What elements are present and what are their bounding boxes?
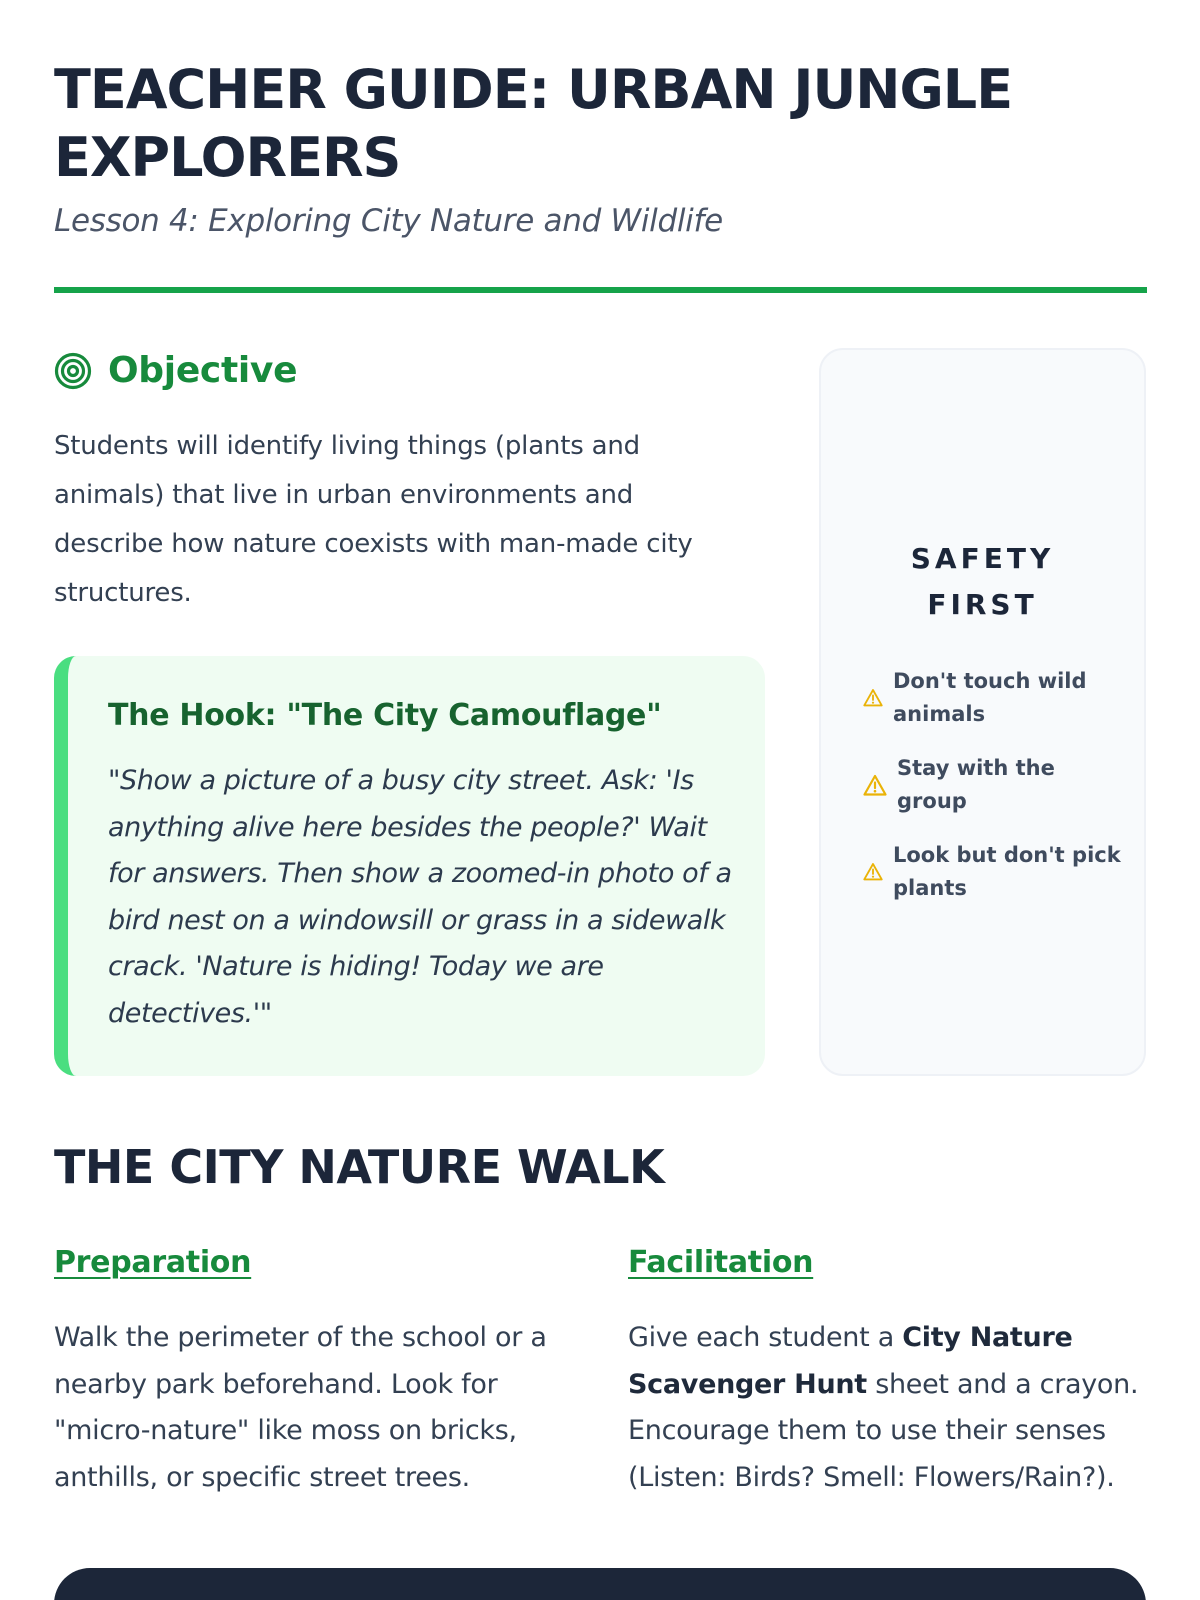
warning-icon [863,862,883,881]
hook-callout [54,656,765,1076]
facilitation-text-bold: City Nature Scavenger Hunt [628,1322,1073,1400]
safety-item-text: Stay with the group [897,755,1055,813]
target-icon [54,352,92,390]
preparation-section [54,1245,574,1493]
safety-item [863,654,1123,741]
facilitation-heading: Facilitation [628,1245,814,1280]
footer-banner [54,1568,1146,1600]
safety-item [863,741,1123,828]
safety-list [863,654,1123,915]
safety-heading-line-2: FIRST [927,588,1038,621]
preparation-heading: Preparation [54,1245,252,1280]
safety-heading [821,536,1144,628]
warning-icon [863,688,883,707]
title-divider [54,287,1147,293]
preparation-text: Walk the perimeter of the school or a nearby park beforehand. Look for "micro-nature" like moss on bricks, anthills, or specific street trees. [54,1322,547,1493]
page-title: TEACHER GUIDE: URBAN JUNGLE EXPLORERS [54,58,1013,189]
page-subtitle: Lesson 4: Exploring City Nature and Wildlife [54,203,723,239]
hook-text: "Show a picture of a busy city street. Ask: 'Is anything alive here besides the people?' Wait for answers. Then show a zoomed-in photo of a bird nest on a windowsill or grass in a sidewalk crack. 'Nature is hiding! Today we are detectives.'" [108,765,732,1029]
facilitation-text-after: sheet and a crayon. Encourage them to use their senses (Listen: Birds? Smell: Flowers/Rain?). [628,1368,1139,1493]
safety-item [863,828,1123,915]
warning-icon [863,774,887,796]
section-title: THE CITY NATURE WALK [54,1140,665,1194]
objective-text: Students will identify living things (plants and animals) that live in urban environments and describe how nature coexists with man-made city structures. [54,431,693,608]
facilitation-section [628,1245,1148,1493]
facilitation-text-before: Give each student a [628,1322,903,1353]
safety-item-text: Don't touch wild animals [893,668,1087,726]
objective-header [54,350,297,391]
objective-heading: Objective [108,350,298,391]
safety-card [819,348,1146,1076]
safety-heading-line-1: SAFETY [910,542,1055,575]
safety-item-text: Look but don't pick plants [893,842,1121,900]
hook-heading: The Hook: "The City Camouflage" [108,698,662,733]
facilitation-text [628,1315,1158,1501]
